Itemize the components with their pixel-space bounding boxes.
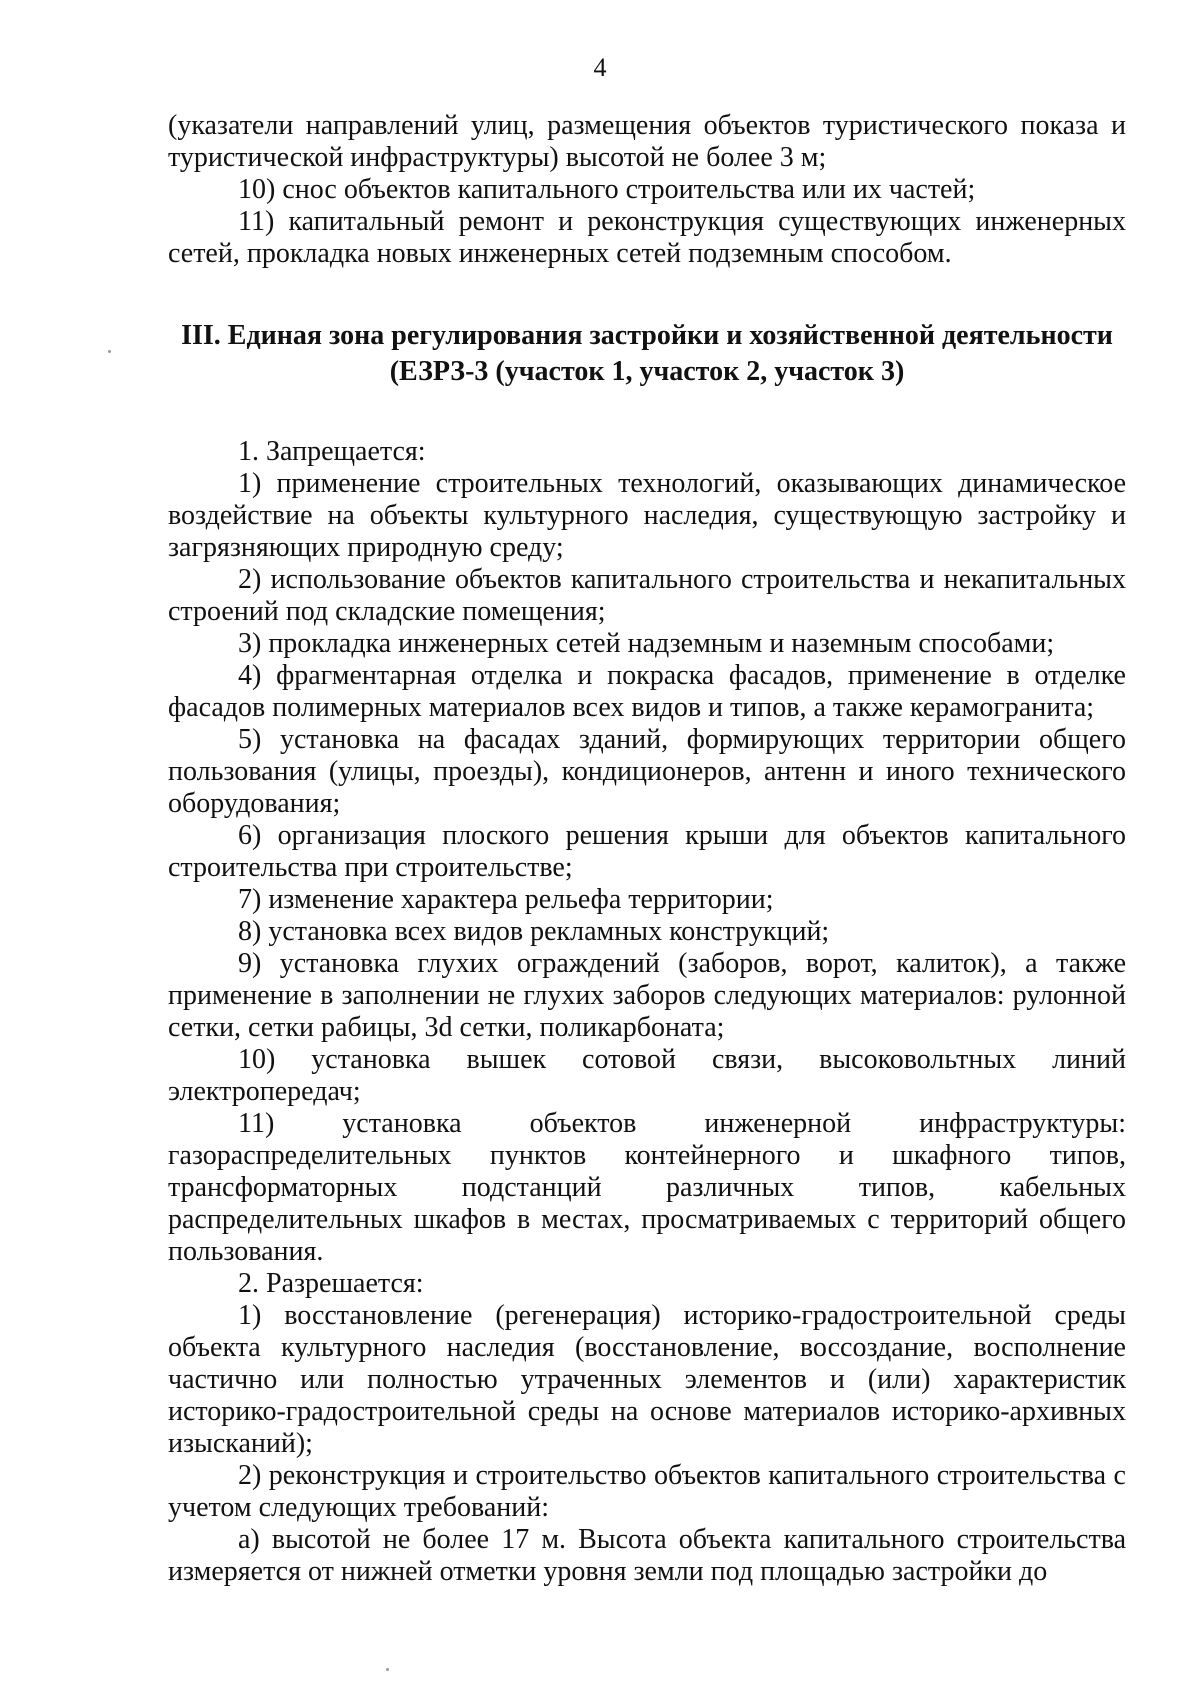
document-body [168, 110, 1126, 1588]
section-heading-line-1: III. Единая зона регулирования застройки и хозяйственной деятельности [181, 320, 1113, 351]
prohibited-item: 7) изменение характера рельефа территории; [238, 884, 774, 915]
section-heading-line-2: (ЕЗРЗ-3 (участок 1, участок 2, участок 3) [389, 356, 905, 387]
prohibited-item: 3) прокладка инженерных сетей надземным и наземным способами; [238, 628, 1055, 659]
paragraph-item-11: 11) капитальный ремонт и реконструкция существующих инженерных сетей, прокладка новых инженерных сетей подземным способом. [168, 206, 1126, 269]
paragraph-item-10: 10) снос объектов капитального строительства или их частей; [238, 174, 976, 205]
prohibited-item: 1) применение строительных технологий, оказывающих динамическое воздействие на объекты культурного наследия, существующую застройку и загрязняющих природную среду; [168, 468, 1126, 563]
prohibited-item: 5) установка на фасадах зданий, формирующих территории общего пользования (улицы, проезды), кондиционеров, антенн и иного технического оборудования; [168, 724, 1126, 819]
paragraph-continuation: (указатели направлений улиц, размещения объектов туристического показа и туристической инфраструктуры) высотой не более 3 м; [168, 110, 1126, 173]
prohibited-item: 6) организация плоского решения крыши для объектов капитального строительства при строительстве; [168, 820, 1126, 883]
prohibited-item: 9) установка глухих ограждений (заборов, ворот, калиток), а также применение в заполнении не глухих заборов следующих материалов: рулонной сетки, сетки рабицы, 3d сетки, поликарбоната; [168, 948, 1126, 1043]
section-heading [168, 318, 1126, 390]
prohibited-item: 2) использование объектов капитального строительства и некапитальных строений под складские помещения; [168, 564, 1126, 627]
page-number: 4 [593, 53, 607, 82]
prohibited-item: 4) фрагментарная отделка и покраска фасадов, применение в отделке фасадов полимерных материалов всех видов и типов, а также керамогранита; [168, 660, 1126, 723]
scan-speck [108, 350, 111, 353]
prohibited-item: 11) установка объектов инженерной инфраструктуры: газораспределительных пунктов контейнерного и шкафного типов, трансформаторных подстанций различных типов, кабельных распределительных шкафов в местах, просматриваемых с территорий общего пользования. [168, 1108, 1126, 1267]
prohibited-item: 10) установка вышек сотовой связи, высоковольтных линий электропередач; [168, 1044, 1126, 1107]
allowed-item: а) высотой не более 17 м. Высота объекта капитального строительства измеряется от нижней отметки уровня земли под площадью застройки до [168, 1524, 1126, 1587]
scan-speck [386, 1668, 389, 1671]
allowed-title: 2. Разрешается: [238, 1268, 424, 1299]
prohibited-title: 1. Запрещается: [238, 436, 426, 467]
prohibited-item: 8) установка всех видов рекламных конструкций; [238, 916, 830, 947]
allowed-item: 2) реконструкция и строительство объектов капитального строительства с учетом следующих требований: [168, 1460, 1126, 1523]
allowed-item: 1) восстановление (регенерация) историко-градостроительной среды объекта культурного наследия (восстановление, воссоздание, восполнение частично или полностью утраченных элементов и (или) характеристик историко-градостроительной среды на основе материалов историко-архивных изысканий); [168, 1300, 1126, 1459]
